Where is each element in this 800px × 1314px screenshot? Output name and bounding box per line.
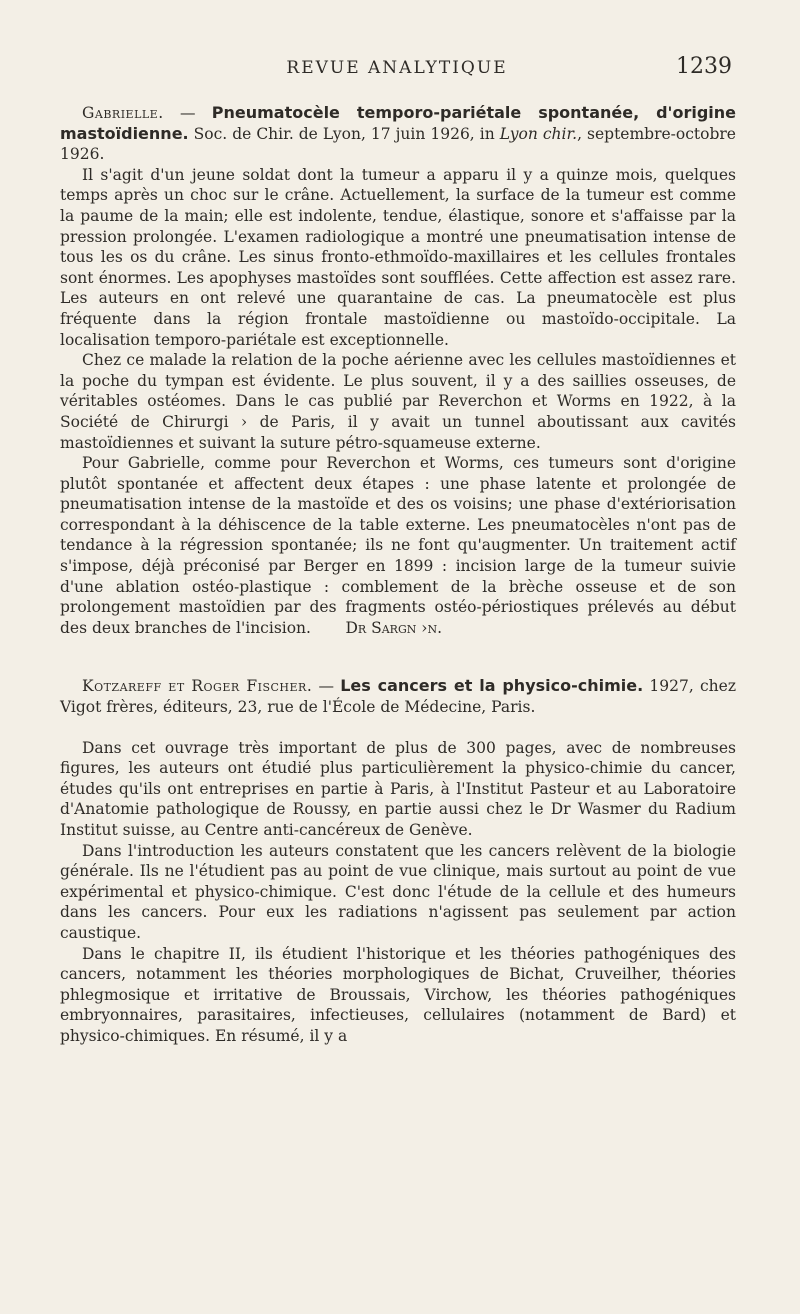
running-title: REVUE ANALYTIQUE (286, 58, 508, 78)
page-body (60, 103, 736, 1047)
paragraph: Il s'agit d'un jeune soldat dont la tumeur a apparu il y a quinze mois, quelques temps après un choc sur le crâne. Actuellement, la surface de la tumeur est comme la paume de la main; elle est indolente, tendue, élastique, sonore et s'affaisse par la pression prolongée. L'examen radiologique a montré une pneumatisation intense de tous les os du crâne. Les sinus fronto-ethmoïdo-maxillaires et les cellules frontales sont énormes. Les apophyses mastoïdes sont soufflées. Cette affection est assez rare. Les auteurs en ont relevé une quarantaine de cas. La pneumatocèle est plus fréquente dans la région frontale mastoïdienne ou mastoïdo-occipitale. La localisation temporo-pariétale est exceptionnelle. (60, 165, 736, 349)
entry-author: Gabrielle. (82, 104, 164, 122)
entry-title: Les cancers et la physico-chimie. (340, 676, 644, 696)
paragraph-text: Pour Gabrielle, comme pour Reverchon et Worms, ces tumeurs sont d'origine plutôt spontanée et affectent deux étapes : une phase latente et prolongée de pneumatisation intense de la mastoïde et des os voisins; une phase d'extériorisation correspondant à la déhiscence de la table externe. Les pneumatocèles n'ont pas de tendance à la régression spontanée; ils ne font qu'augmenter. Un traitement actif s'impose, déjà préconisé par Berger en 1899 : incision large de la tumeur suivie d'une ablation ostéo-plastique : comblement de la brèche osseuse et de son prolongement mastoïdien par des fragments ostéo-périostiques prélevés au début des deux branches de l'incision. (60, 454, 736, 637)
review-entry (60, 103, 736, 638)
paragraph: Dans cet ouvrage très important de plus de 300 pages, avec de nombreuses figures, les auteurs ont étudié plus particulièrement la physico-chimie du cancer, études qu'ils ont entreprises en partie à Paris, à l'Institut Pasteur et au Laboratoire d'Anatomie pathologique de Roussy, en partie aussi chez le Dr Wasmer du Radium Institut suisse, au Centre anti-cancéreux de Genève. (60, 738, 736, 839)
entry-dash: — (179, 104, 196, 122)
entry-source: 1927, chez Vigot frères, éditeurs, 23, rue de l'École de Médecine, Paris. (60, 677, 737, 717)
entry-author: Kotzareff et Roger Fischer. (82, 677, 313, 696)
paragraph (60, 453, 736, 638)
paragraph: Dans le chapitre II, ils étudient l'historique et les théories pathogéniques des cancers, notamment les théories morphologiques de Bichat, Cruveilher, théories phlegmosique et irritative de Broussais, Virchow, les théories pathogéniques embryonnaires, parasitaires, infectieuses, cellulaires (notamment de Bard) et physico-chimiques. En résumé, il y a (60, 944, 736, 1045)
reviewer-signature: Dr Sargn ›n. (345, 618, 443, 637)
review-entry (60, 676, 736, 1046)
entry-journal: Lyon chir. (499, 124, 578, 143)
page-number: 1239 (676, 54, 732, 79)
entry-source-date: , septembre-octobre 1926. (60, 124, 736, 164)
paragraph: Dans l'introduction les auteurs constatent que les cancers relèvent de la biologie générale. Ils ne l'étudient pas au point de vue clinique, mais surtout au point de vue expérimental et physico-chimique. C'est donc l'étude de la cellule et des humeurs dans les cancers. Pour eux les radiations n'agissent pas seulement par action caustique. (60, 841, 736, 942)
page-header (62, 54, 732, 84)
entry-heading (60, 676, 736, 717)
spacer (60, 718, 736, 738)
entry-separator (60, 638, 736, 676)
entry-title: Pneumatocèle temporo-pariétale spontanée, d'origine mastoïdienne. (60, 103, 737, 143)
entry-dash: — (318, 677, 334, 696)
entry-heading (60, 103, 736, 165)
paragraph: Chez ce malade la relation de la poche aérienne avec les cellules mastoïdiennes et la poche du tympan est évidente. Le plus souvent, il y a des saillies osseuses, de véritables ostéomes. Dans le cas publié par Reverchon et Worms en 1922, à la Société de Chirurgi › de Paris, il y avait un tunnel aboutissant aux cavités mastoïdiennes et suivant la suture pétro-squameuse externe. (60, 351, 736, 452)
entry-source: Soc. de Chir. de Lyon, 17 juin 1926, in (193, 124, 495, 143)
